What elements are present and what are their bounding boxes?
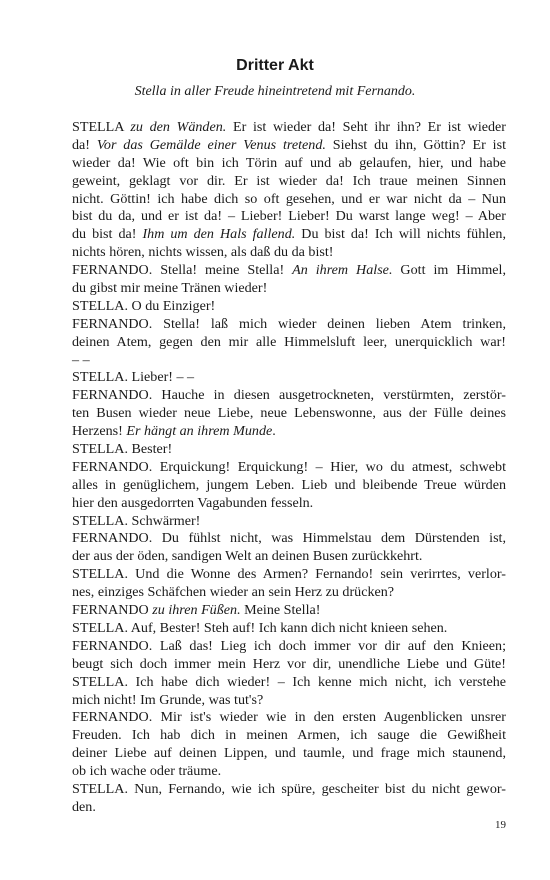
text-line [72, 459, 506, 477]
text-line [72, 566, 506, 584]
text-line [72, 226, 506, 244]
dialogue-text-segment: hier den ausgedorrten Vagabunden fesseln. [72, 494, 314, 511]
dialogue-text-segment: du bist da! [72, 226, 143, 243]
text-line [72, 155, 506, 173]
dialogue-text-segment: Herzens! [72, 423, 127, 440]
text-line [72, 745, 506, 763]
dialogue-text-segment: alles in genüglichem, jungem Leben. Lieb und bleibende Treue würden [72, 476, 506, 493]
dialogue-text-segment: FERNANDO. Hauche in diesen ausgetrockneten, verstürmten, zerstör- [72, 387, 506, 404]
dialogue-text-segment: Er ist wieder da! Seht ihr ihn? Er ist wieder [226, 119, 506, 135]
text-line [72, 799, 506, 817]
dialogue-text-segment: da! [72, 136, 97, 153]
text-line [72, 298, 506, 316]
text-line [72, 692, 506, 710]
dialogue-text-segment: ob ich wache oder träume. [72, 763, 222, 780]
dialogue-text-segment: ten Busen wieder neue Liebe, neue Lebenswonne, aus der Fülle deines [72, 405, 506, 422]
text-line [72, 584, 506, 602]
text-line [72, 208, 506, 226]
text-line [72, 513, 506, 531]
text-line [72, 602, 506, 620]
text-line [72, 620, 506, 638]
dialogue-text-segment: FERNANDO. Du fühlst nicht, was Himmelstau dem Dürstenden ist, [72, 530, 506, 547]
text-line [72, 405, 506, 423]
text-line [72, 709, 506, 727]
text-line [72, 137, 506, 155]
dialogue-text-segment: mich nicht! Im Grunde, was tut's? [72, 691, 264, 708]
text-line [72, 119, 506, 137]
dialogue-text-segment: STELLA. Ich habe dich wieder! – Ich kenne mich nicht, ich verstehe [72, 673, 506, 690]
text-line [72, 656, 506, 674]
dialogue-text-segment: bist du da, und er ist da! – Lieber! Lieber! Du warst lange weg! – Aber [72, 208, 506, 225]
dialogue-text-segment: STELLA. Lieber! – – [72, 369, 195, 386]
text-line [72, 441, 506, 459]
text-line [72, 334, 506, 352]
text-line [72, 387, 506, 405]
text-line [72, 369, 506, 387]
text-line [72, 727, 506, 745]
text-line [72, 495, 506, 513]
dialogue-text [72, 119, 506, 817]
dialogue-text-segment: geweint, geklagt vor dir. Er ist wieder da! Ich traue meinen Sinnen [72, 172, 506, 189]
stage-direction-text: An ihrem Halse. [292, 262, 393, 279]
stage-direction-text: Vor das Gemälde einer Venus tretend. [96, 136, 326, 153]
dialogue-text-segment: beugt sich doch immer mein Herz vor dir, unendliche Liebe und Güte! [72, 655, 506, 672]
text-line [72, 423, 506, 441]
dialogue-text-segment: Siehst du ihn, Göttin? Er ist [325, 136, 506, 153]
text-line [72, 316, 506, 334]
text-line [72, 638, 506, 656]
dialogue-text-segment: STELLA. O du Einziger! [72, 297, 216, 314]
text-line [72, 477, 506, 495]
dialogue-text-segment: wieder da! Wie oft bin ich Törin auf und ab gelaufen, hier, und habe [72, 154, 506, 171]
text-line [72, 674, 506, 692]
dialogue-text-segment: FERNANDO. Erquickung! Erquickung! – Hier, wo du atmest, schwebt [72, 458, 506, 475]
stage-direction-text: zu den Wänden. [130, 119, 227, 135]
dialogue-text-segment: nicht. Göttin! ich habe dich so oft gesehen, und er war nicht da – Nun [72, 190, 506, 207]
dialogue-text-segment: der aus der öden, sandigen Welt an deinen Busen zurückkehrt. [72, 548, 423, 565]
dialogue-text-segment: du gibst mir meine Tränen wieder! [72, 280, 268, 297]
page-number: 19 [495, 819, 506, 831]
text-line [72, 781, 506, 799]
dialogue-text-segment: Meine Stella! [240, 602, 321, 619]
text-line [72, 530, 506, 548]
text-line [72, 548, 506, 566]
dialogue-text-segment: STELLA [72, 119, 131, 135]
dialogue-text-segment: deiner Liebe auf deinen Lippen, und taumle, und frage mich staunend, [72, 745, 506, 762]
dialogue-text-segment: FERNANDO. Mir ist's wieder wie in den ersten Augenblicken unsrer [72, 709, 506, 726]
text-line [72, 280, 506, 298]
stage-direction-text: Er hängt an ihrem Munde [126, 423, 273, 440]
text-line [72, 191, 506, 209]
text-line [72, 763, 506, 781]
stage-direction: Stella in aller Freude hineintretend mit Fernando. [134, 84, 416, 99]
dialogue-text-segment: den. [72, 798, 96, 815]
text-line [72, 244, 506, 262]
act-title: Dritter Akt [236, 57, 314, 74]
stage-direction-text: Ihm um den Hals fallend. [142, 226, 296, 243]
text-line [72, 352, 506, 370]
dialogue-text-segment: STELLA. Schwärmer! [72, 512, 201, 529]
text-line [72, 262, 506, 280]
dialogue-text-segment: STELLA. Und die Wonne des Armen? Fernando! sein verirrtes, verlor- [72, 566, 506, 583]
dialogue-text-segment: STELLA. Bester! [72, 441, 173, 458]
stage-direction-text: zu ihren Füßen. [152, 602, 241, 619]
dialogue-text-segment: FERNANDO [72, 602, 153, 619]
dialogue-text-segment: FERNANDO. Laß das! Lieg ich doch immer vor dir auf den Knieen; [72, 637, 506, 654]
text-line [72, 173, 506, 191]
dialogue-text-segment: – – [72, 351, 90, 368]
dialogue-text-segment: nes, einziges Schäfchen wieder an sein Herz zu drücken? [72, 584, 395, 601]
dialogue-text-segment: deinen Atem, gegen den mir alle Himmelsluft leer, unerquicklich war! [72, 333, 506, 350]
dialogue-text-segment: STELLA. Nun, Fernando, wie ich spüre, gescheiter bist du nicht gewor- [72, 780, 506, 797]
dialogue-text-segment: . [272, 423, 276, 440]
dialogue-text-segment: FERNANDO. Stella! meine Stella! [72, 262, 293, 279]
dialogue-text-segment: STELLA. Auf, Bester! Steh auf! Ich kann dich nicht knieen sehen. [72, 619, 448, 636]
dialogue-text-segment: nichts hören, nichts wissen, als daß du da bist! [72, 244, 334, 261]
dialogue-text-segment: FERNANDO. Stella! laß mich wieder deinen lieben Atem trinken, [72, 315, 506, 332]
dialogue-text-segment: Gott im Himmel, [392, 262, 506, 279]
dialogue-text-segment: Freuden. Ich hab dich in meinen Armen, ich sauge die Gewißheit [72, 727, 506, 744]
dialogue-text-segment: Du bist da! Ich will nichts fühlen, [295, 226, 506, 243]
